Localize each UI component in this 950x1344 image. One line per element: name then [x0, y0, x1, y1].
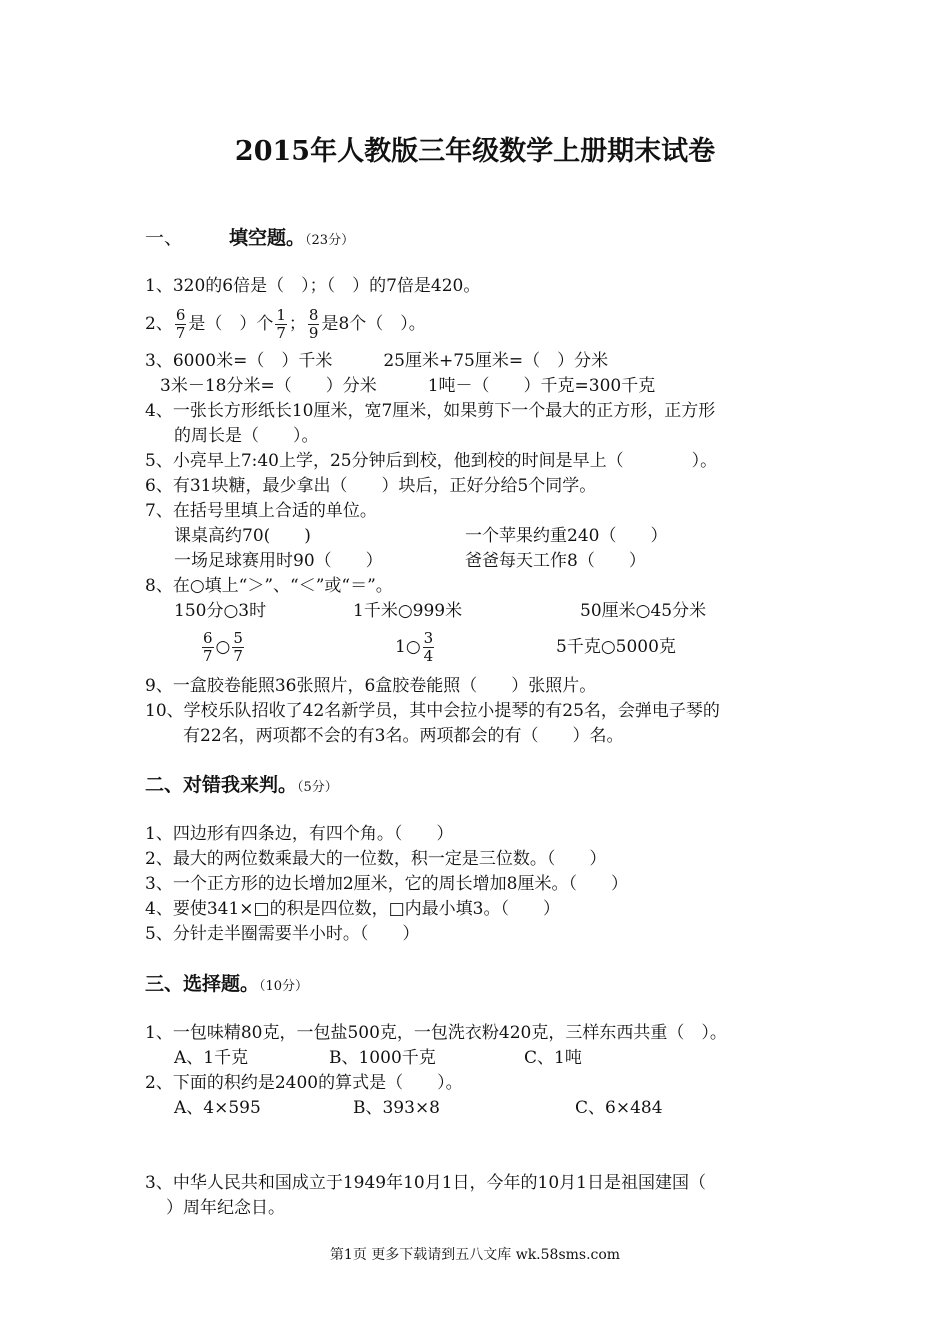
- s2-question-3: 3、一个正方形的边长增加2厘米，它的周长增加8厘米。（ ）: [145, 874, 628, 894]
- denominator: 7: [203, 647, 213, 665]
- s1-question-10-line-2: 有22名，两项都不会的有3名。两项都会的有（ ）名。: [183, 726, 624, 746]
- section-3-points: （10分）: [259, 979, 309, 994]
- numerator: 8: [308, 306, 319, 324]
- section-1-title: 填空题。: [229, 227, 306, 249]
- fraction-1-7: [275, 307, 287, 342]
- s2-question-1: 1、四边形有四条边，有四个角。（ ）: [145, 824, 454, 844]
- s2-question-5: 5、分针走半圈需要半小时。（ ）: [145, 924, 420, 944]
- s1-q2-text-2: ；: [288, 314, 306, 334]
- numerator: 5: [233, 629, 243, 647]
- s1-q7-item-d: 爸爸每天工作8（ ）: [465, 551, 646, 571]
- denominator: 7: [233, 647, 243, 665]
- section-1-number: 一、: [145, 227, 184, 249]
- s2-question-2: 2、最大的两位数乘最大的一位数，积一定是三位数。（ ）: [145, 849, 607, 869]
- s3-q1-option-a: A、1千克: [174, 1048, 249, 1068]
- s1-question-7: 7、在括号里填上合适的单位。: [145, 501, 377, 521]
- fraction-6-7: [202, 630, 214, 665]
- numerator: 6: [175, 306, 186, 324]
- s3-question-1: 1、一包味精80克，一包盐500克，一包洗衣粉420克，三样东西共重（ ）。: [145, 1023, 727, 1043]
- section-3-heading: [145, 970, 308, 1001]
- s1-question-5: 5、小亮早上7:40上学，25分钟后到校，他到校的时间是早上（ ）。: [145, 451, 718, 471]
- denominator: 4: [423, 647, 434, 665]
- s1-q8-item-b: 1千米○999米: [353, 601, 463, 621]
- s3-q1-option-c: C、1吨: [524, 1048, 582, 1068]
- numerator: 1: [276, 306, 286, 324]
- s3-q2-option-a: A、4×595: [174, 1098, 261, 1118]
- fraction-3-4: [423, 630, 435, 665]
- s3-q2-option-b: B、393×8: [353, 1098, 441, 1118]
- s1-q8e-text: 1○: [395, 637, 421, 657]
- s1-q8-item-d: [200, 626, 246, 668]
- numerator: 6: [203, 629, 213, 647]
- page-footer: 第1页 更多下载请到五八文库 wk.58sms.com: [329, 1247, 621, 1263]
- s1-q2-text-3: 是8个（ ）。: [321, 314, 426, 334]
- s3-q1-option-b: B、1000千克: [329, 1048, 436, 1068]
- page-title: 2015年人教版三年级数学上册期末试卷: [234, 136, 716, 167]
- s1-q7-item-c: 一场足球赛用时90（ ）: [174, 551, 383, 571]
- section-1-points: （23分）: [305, 233, 355, 248]
- s1-question-3-line-1: 3、6000米=（ ）千米 25厘米+75厘米=（ ）分米: [145, 351, 609, 371]
- s1-question-9: 9、一盒胶卷能照36张照片，6盒胶卷能照（ ）张照片。: [145, 676, 597, 696]
- s1-question-8: 8、在○填上“＞”、“＜”或“＝”。: [145, 576, 393, 596]
- s1-question-4-line-1: 4、一张长方形纸长10厘米，宽7厘米，如果剪下一个最大的正方形，正方形: [145, 401, 716, 421]
- s3-q2-option-c: C、6×484: [575, 1098, 663, 1118]
- fraction-6-7: [175, 307, 187, 342]
- s3-question-2: 2、下面的积约是2400的算式是（ ）。: [145, 1073, 463, 1093]
- s1-q2-text-1: 是（ ）个: [188, 314, 274, 334]
- denominator: 7: [175, 324, 186, 342]
- denominator: 7: [276, 324, 286, 342]
- s1-q7-item-b: 一个苹果约重240（ ）: [465, 526, 668, 546]
- s1-q8-item-f: 5千克○5000克: [556, 637, 676, 657]
- numerator: 3: [423, 629, 434, 647]
- s1-q8-item-e: [395, 626, 436, 668]
- s1-question-3-line-2: 3米－18分米=（ ）分米 1吨－（ ）千克=300千克: [160, 376, 656, 396]
- s1-q8-item-c: 50厘米○45分米: [580, 601, 707, 621]
- section-2-points: （5分）: [297, 780, 338, 795]
- fraction-5-7: [232, 630, 244, 665]
- s1-question-1: 1、320的6倍是（ ）；（ ）的7倍是420。: [145, 276, 481, 296]
- s1-question-2: [145, 304, 426, 344]
- s3-question-3-line-1: 3、中华人民共和国成立于1949年10月1日，今年的10月1日是祖国建国（: [145, 1173, 706, 1193]
- section-1-heading: [145, 224, 354, 255]
- s1-q2-label: 2、: [145, 314, 173, 334]
- s1-q8-item-a: 150分○3时: [174, 601, 267, 621]
- fraction-8-9: [308, 307, 320, 342]
- s1-question-4-line-2: 的周长是（ ）。: [174, 426, 319, 446]
- s2-question-4: 4、要使341×□的积是四位数，□内最小填3。（ ）: [145, 899, 560, 919]
- s3-question-3-line-2: ）周年纪念日。: [166, 1198, 285, 1218]
- denominator: 9: [308, 324, 319, 342]
- s1-question-6: 6、有31块糖，最少拿出（ ）块后，正好分给5个同学。: [145, 476, 597, 496]
- section-2-heading: [145, 771, 338, 802]
- compare-circle: ○: [215, 637, 231, 657]
- section-3-title: 三、选择题。: [145, 973, 260, 995]
- s1-question-10-line-1: 10、学校乐队招收了42名新学员，其中会拉小提琴的有25名，会弹电子琴的: [145, 701, 720, 721]
- s1-q7-item-a: 课桌高约70( ): [174, 526, 311, 546]
- section-2-title: 二、对错我来判。: [145, 774, 298, 796]
